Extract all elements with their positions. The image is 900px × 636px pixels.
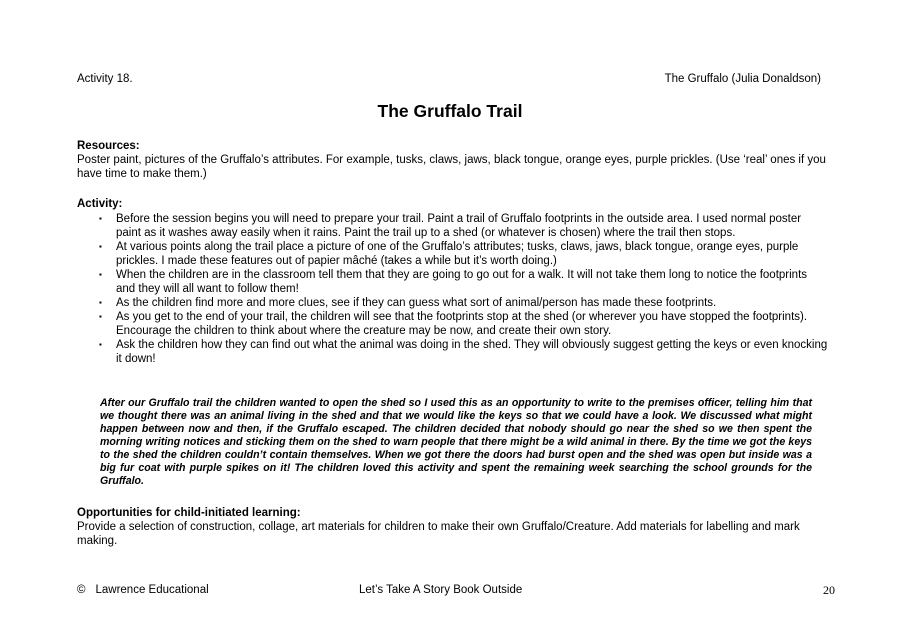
list-item [77,268,829,296]
page-number: 20 [823,583,835,597]
activity-section [77,197,829,366]
bullet-icon: ▪ [99,270,102,279]
bullet-icon: ▪ [99,312,102,321]
resources-heading: Resources: [77,140,140,152]
bullet-icon: ▪ [99,340,102,349]
copyright-icon: © [77,584,86,596]
opportunities-section [77,506,829,548]
list-item [77,310,829,338]
bullet-icon: ▪ [99,214,102,223]
list-item [77,338,829,366]
list-item [77,240,829,268]
list-item [77,212,829,240]
publisher-name: Lawrence Educational [95,584,209,596]
list-item-text: Ask the children how they can find out what the animal was doing in the shed. They will obviously suggest getting the keys or even knocking it down! [116,339,828,365]
list-item [77,296,829,310]
list-item-text: At various points along the trail place a picture of one of the Gruffalo’s attributes; tusks, claws, jaws, black tongue, orange eyes, purple prickles. I made these features out of papier mâché (takes a while but it’s worth doing.) [116,241,799,267]
resources-section [77,139,829,181]
activity-list [77,212,829,366]
opportunities-text: Provide a selection of construction, collage, art materials for children to make their own Gruffalo/Creature. Add materials for labelling and mark making. [77,521,800,547]
opportunities-heading: Opportunities for child-initiated learning: [77,507,301,519]
bullet-icon: ▪ [99,298,102,307]
footer-book-title: Let’s Take A Story Book Outside [359,584,523,596]
book-reference: The Gruffalo (Julia Donaldson) [664,73,821,85]
activity-heading: Activity: [77,198,123,210]
list-item-text: As you get to the end of your trail, the children will see that the footprints stop at the shed (or wherever you have stopped the footprints). Encourage the children to think about where the creature may be now, and create their own story. [116,311,808,337]
page-title: The Gruffalo Trail [377,101,523,121]
story-paragraph: After our Gruffalo trail the children wanted to open the shed so I used this as an opportunity to write to the premises officer, telling him that we thought there was an animal living in the shed and that we would like the keys so that we could have a look. We discussed what might happen between now and then, if the Gruffalo escaped. The children decided that nobody should go near the shed so we then spent the morning writing notices and sticking them on the shed to warn people that there might be a wild animal in there. By the time we got the keys to the shed the children couldn’t contain themselves. When we got there the doors had burst open and the shed was open but inside was a big fur coat with purple spikes on it! The children loved this activity and spent the remaining week searching the school grounds for the Gruffalo. [100,397,812,487]
list-item-text: As the children find more and more clues, see if they can guess what sort of animal/person has made these footprints. [116,297,717,309]
list-item-text: When the children are in the classroom tell them that they are going to go out for a walk. It will not take them long to notice the footprints and they will all want to follow them! [116,269,808,295]
activity-number: Activity 18. [77,73,133,85]
list-item-text: Before the session begins you will need to prepare your trail. Paint a trail of Gruffalo footprints in the outside area. I used normal poster paint as it washes away easily when it rains. Paint the trail up to a shed (or whatever is chosen) where the trail then stops. [116,213,802,239]
footer-copyright [77,584,209,596]
resources-text: Poster paint, pictures of the Gruffalo’s attributes. For example, tusks, claws, jaws, black tongue, orange eyes, purple prickles. (Use ‘real’ ones if you have time to make them.) [77,154,826,180]
bullet-icon: ▪ [99,242,102,251]
